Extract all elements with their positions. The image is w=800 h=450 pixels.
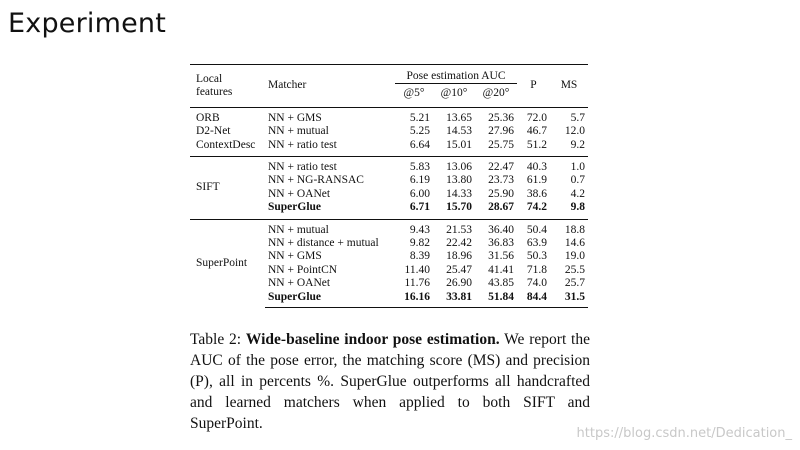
auc20-cell: 25.90 <box>488 187 514 200</box>
precision-cell: 40.3 <box>517 157 550 175</box>
precision-cell: 63.9 <box>526 237 547 250</box>
auc20-cell: 31.56 <box>488 250 514 263</box>
matcher-cell: NN + OANet <box>268 187 331 200</box>
auc5-cell: 6.19 <box>409 174 430 187</box>
local-features-header-line2: features <box>196 85 233 98</box>
precision-cell: 46.7 <box>526 125 547 138</box>
precision-cell: 38.6 <box>526 187 547 200</box>
precision-cell: 51.2 <box>526 138 547 151</box>
feature-cell: ContextDesc <box>196 138 256 151</box>
matcher-cell: SuperGlue <box>265 291 395 308</box>
matcher-cell: NN + distance + mutual <box>268 237 379 250</box>
precision-header: P <box>517 65 550 108</box>
matcher-cell: NN + ratio test <box>268 138 337 151</box>
ms-cell: 25.5 <box>564 263 585 276</box>
table-row <box>190 139 588 157</box>
local-features-header <box>190 65 265 108</box>
feature-cell: D2-Net <box>196 125 231 138</box>
auc5-cell: 9.43 <box>395 219 433 237</box>
slide-title: Experiment <box>8 8 167 39</box>
auc10-cell: 26.90 <box>446 277 472 290</box>
caption-label: Table 2: <box>190 331 242 348</box>
auc10-cell: 33.81 <box>433 291 475 308</box>
auc20-cell: 36.40 <box>475 219 517 237</box>
ms-cell: 0.7 <box>570 174 585 187</box>
auc5-cell: 5.21 <box>395 107 433 125</box>
pose-auc-header: Pose estimation AUC <box>395 65 517 84</box>
table-row <box>190 107 588 125</box>
results-table-container <box>190 64 588 308</box>
auc5-cell: 11.40 <box>404 263 430 276</box>
auc20-cell: 36.83 <box>488 237 514 250</box>
auc10-cell: 18.96 <box>446 250 472 263</box>
precision-cell: 84.4 <box>517 291 550 308</box>
ms-header: MS <box>550 65 588 108</box>
precision-cell: 61.9 <box>526 174 547 187</box>
auc5-cell: 6.64 <box>409 138 430 151</box>
auc20-cell: 27.96 <box>488 125 514 138</box>
table-row <box>190 219 588 237</box>
auc5-cell: 5.83 <box>395 157 433 175</box>
auc20-cell: 25.36 <box>475 107 517 125</box>
auc5-cell: 6.00 <box>409 187 430 200</box>
auc20-cell: 43.85 <box>488 277 514 290</box>
table-row <box>190 157 588 175</box>
matcher-header: Matcher <box>265 65 395 108</box>
feature-cell: ORB <box>190 107 265 125</box>
table-caption <box>190 329 590 434</box>
precision-cell: 74.0 <box>526 277 547 290</box>
ms-cell: 25.7 <box>564 277 585 290</box>
auc10-cell: 15.01 <box>446 138 472 151</box>
ms-cell: 1.0 <box>550 157 588 175</box>
auc20-cell: 41.41 <box>488 263 514 276</box>
precision-cell: 50.4 <box>517 219 550 237</box>
auc10-cell: 25.47 <box>446 263 472 276</box>
matcher-cell: NN + GMS <box>265 107 395 125</box>
auc5-header: @5° <box>403 87 425 100</box>
auc10-cell: 13.65 <box>433 107 475 125</box>
auc5-cell: 6.71 <box>409 201 430 214</box>
auc20-cell: 51.84 <box>475 291 517 308</box>
auc10-cell: 13.80 <box>446 174 472 187</box>
matcher-cell: NN + OANet <box>268 277 331 290</box>
precision-cell: 50.3 <box>526 250 547 263</box>
matcher-cell: NN + NG-RANSAC <box>268 174 364 187</box>
auc10-cell: 15.70 <box>446 201 472 214</box>
ms-cell: 31.5 <box>550 291 588 308</box>
matcher-cell: NN + GMS <box>268 250 322 263</box>
matcher-cell: NN + PointCN <box>268 263 338 276</box>
auc5-cell: 16.16 <box>395 291 433 308</box>
matcher-cell: NN + mutual <box>268 125 329 138</box>
precision-cell: 72.0 <box>517 107 550 125</box>
auc10-cell: 22.42 <box>446 237 472 250</box>
auc20-cell: 22.47 <box>475 157 517 175</box>
ms-cell: 4.2 <box>570 187 585 200</box>
ms-cell: 5.7 <box>550 107 588 125</box>
auc20-header: @20° <box>482 87 510 100</box>
table-row <box>190 125 588 138</box>
matcher-cell: NN + ratio test <box>265 157 395 175</box>
ms-cell: 19.0 <box>564 250 585 263</box>
local-features-header-line1: Local <box>196 72 223 85</box>
precision-cell: 74.2 <box>526 201 547 214</box>
ms-cell: 14.6 <box>564 237 585 250</box>
caption-body: We report the AUC of the pose error, the matching score (MS) and precision (P), all in percents %. SuperGlue outperforms all handcrafted and learned matchers when applied to both SIFT and SuperPoint. <box>190 331 590 432</box>
ms-cell: 9.2 <box>570 138 585 151</box>
ms-cell: 18.8 <box>550 219 588 237</box>
auc10-cell: 21.53 <box>433 219 475 237</box>
matcher-cell: NN + mutual <box>265 219 395 237</box>
auc20-cell: 25.75 <box>488 138 514 151</box>
precision-cell: 71.8 <box>526 263 547 276</box>
auc10-cell: 13.06 <box>433 157 475 175</box>
header-row-1 <box>190 65 588 84</box>
auc5-cell: 8.39 <box>409 250 430 263</box>
auc20-cell: 28.67 <box>488 201 514 214</box>
auc20-cell: 23.73 <box>488 174 514 187</box>
auc5-cell: 5.25 <box>409 125 430 138</box>
feature-group-cell: SIFT <box>190 157 265 220</box>
auc10-header: @10° <box>440 87 468 100</box>
auc10-cell: 14.53 <box>446 125 472 138</box>
auc5-cell: 9.82 <box>409 237 430 250</box>
auc10-cell: 14.33 <box>446 187 472 200</box>
ms-cell: 9.8 <box>570 201 585 214</box>
feature-group-cell: SuperPoint <box>190 219 265 307</box>
auc5-cell: 11.76 <box>404 277 430 290</box>
ms-cell: 12.0 <box>564 125 585 138</box>
watermark: https://blog.csdn.net/Dedication_ <box>576 426 792 441</box>
caption-bold-title: Wide-baseline indoor pose estimation. <box>245 331 500 348</box>
matcher-cell: SuperGlue <box>268 201 322 214</box>
results-table <box>190 64 588 308</box>
